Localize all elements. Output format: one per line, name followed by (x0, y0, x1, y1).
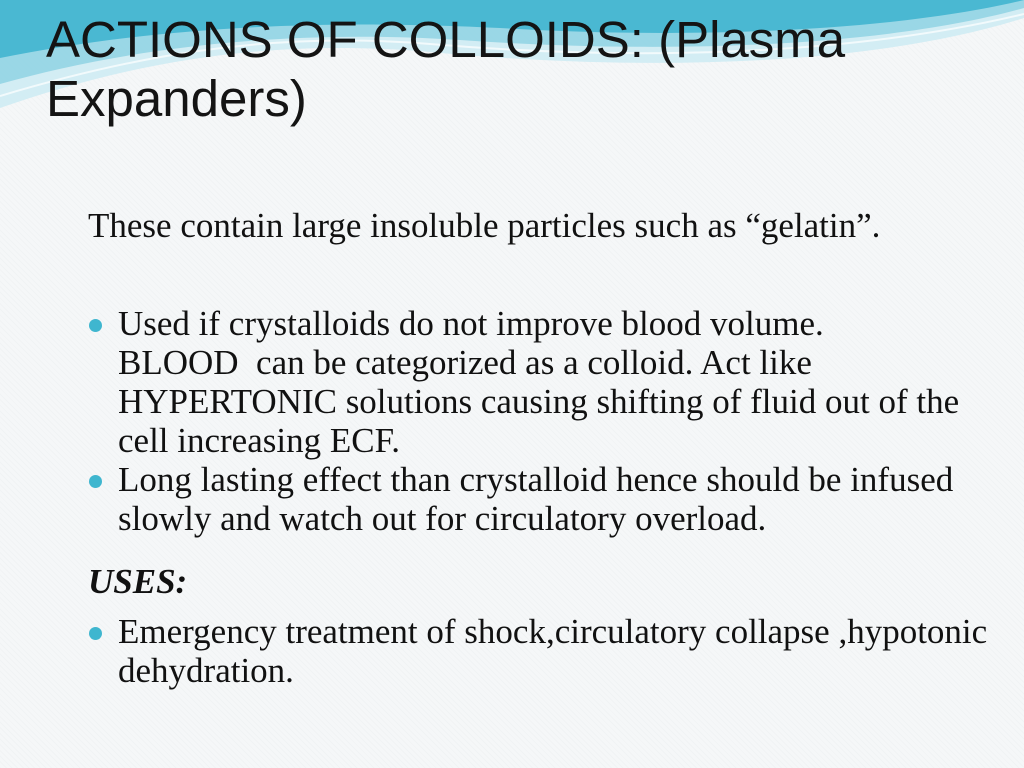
bullet-dot-icon (89, 627, 102, 640)
bullet-item-emergency (88, 612, 1008, 690)
bullet-item-crystalloids (88, 304, 1008, 460)
uses-heading: USES: (88, 562, 188, 601)
bullet-dot-icon (89, 319, 102, 332)
bullet-dot-icon (89, 475, 102, 488)
intro-text: These contain large insoluble particles such as “gelatin”. (88, 206, 881, 245)
bullet-text: Emergency treatment of shock,circulatory collapse ,hypotonic dehydration. (118, 612, 988, 690)
bullet-list (88, 304, 1008, 538)
bullet-text: Used if crystalloids do not improve blood volume. BLOOD can be categorized as a colloid. Act like HYPERTONIC solutions causing shifting of fluid out of the cell increasing ECF. (118, 304, 960, 460)
bullet-text: Long lasting effect than crystalloid hence should be infused slowly and watch out for circulatory overload. (118, 460, 954, 538)
bullet-item-long-lasting (88, 460, 1008, 538)
uses-bullet-list (88, 612, 1008, 690)
slide-title: ACTIONS OF COLLOIDS: (Plasma Expanders) (46, 11, 846, 128)
